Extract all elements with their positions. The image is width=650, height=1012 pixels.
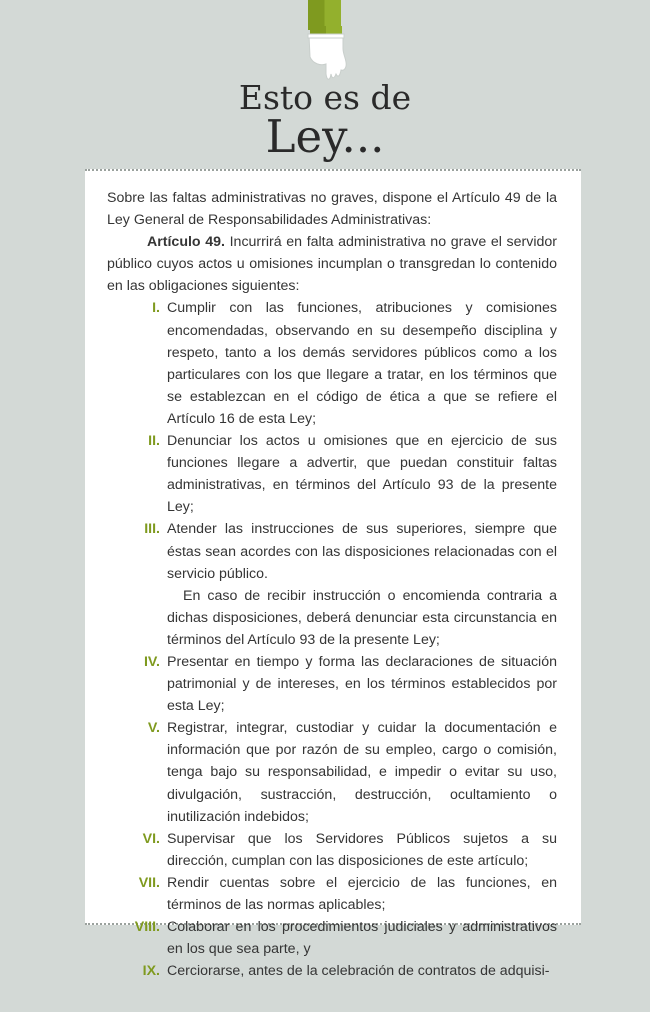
- item-number: V.: [147, 720, 160, 737]
- item-text: Rendir cuentas sobre el ejercicio de las funciones, en términos de las normas aplicables;: [167, 874, 557, 913]
- item-number: VI.: [142, 830, 160, 847]
- list-item: [107, 916, 557, 960]
- title-line-2: Ley...: [265, 110, 385, 163]
- item-text: Cerciorarse, antes de la celebración de contratos de adquisi-: [167, 963, 550, 980]
- item-number: II.: [148, 433, 160, 450]
- list-item: [107, 297, 557, 430]
- list-item: [107, 717, 557, 827]
- item-text: Cumplir con las funciones, atribuciones y comisiones encomendadas, observando en su desempeño disciplina y respeto, tanto a los demás servidores públicos como a los particulares con los que llegare a tratar, en los términos que se establezcan en el código de ética a que se refiere el Artículo 16 de esta Ley;: [167, 300, 557, 427]
- article-label: Artículo 49.: [147, 234, 225, 251]
- pointing-hand-icon: [303, 26, 351, 82]
- article-content: [107, 187, 557, 982]
- item-subparagraph: En caso de recibir instrucción o encomienda contraria a dichas disposiciones, deberá denunciar esta circunstancia en términos del Artículo 93 de la presente Ley;: [167, 587, 557, 648]
- list-item: [107, 518, 557, 651]
- item-text: Colaborar en los procedimientos judiciales y administrativos en los que sea parte, y: [167, 919, 557, 958]
- item-text: Registrar, integrar, custodiar y cuidar la documentación e información que por razón de su empleo, cargo o comisión, tenga bajo su responsabilidad, e impedir o evitar su uso, divulgación, sustracción, destrucción, ocultamiento o inutilización indebidos;: [167, 720, 557, 825]
- intro-paragraph: Sobre las faltas administrativas no graves, dispone el Artículo 49 de la Ley General de Responsabilidades Administrativas:: [107, 190, 557, 229]
- item-text: Presentar en tiempo y forma las declaraciones de situación patrimonial y de intereses, en los términos establecidos por esta Ley;: [167, 653, 557, 715]
- item-number: VII.: [138, 874, 160, 891]
- content-panel: [85, 169, 581, 980]
- item-text: Denunciar los actos u omisiones que en ejercicio de sus funciones llegare a advertir, que puedan constituir faltas administrativas, en términos del Artículo 93 de la presente Ley;: [167, 433, 557, 516]
- article-text: Incurrirá en falta administrativa no grave el servidor público cuyos actos u omisiones incumplan o transgredan lo contenido en las obligaciones siguientes:: [107, 234, 557, 295]
- item-number: IX.: [142, 963, 160, 980]
- item-number: I.: [152, 300, 160, 317]
- list-item: [107, 651, 557, 717]
- item-number: IV.: [143, 653, 160, 670]
- item-text: Atender las instrucciones de sus superiores, siempre que éstas sean acordes con las disposiciones relacionadas con el servicio público.: [167, 521, 557, 582]
- item-number: III.: [144, 521, 160, 538]
- list-item: [107, 828, 557, 872]
- list-item: [107, 872, 557, 916]
- item-text: Supervisar que los Servidores Públicos sujetos a su dirección, cumplan con las disposiciones de este artículo;: [167, 830, 557, 869]
- article-paragraph: [107, 231, 557, 297]
- title-line-1: Esto es de: [238, 78, 412, 117]
- item-number: VIII.: [134, 919, 160, 936]
- list-item: [107, 430, 557, 518]
- list-item: [107, 960, 557, 982]
